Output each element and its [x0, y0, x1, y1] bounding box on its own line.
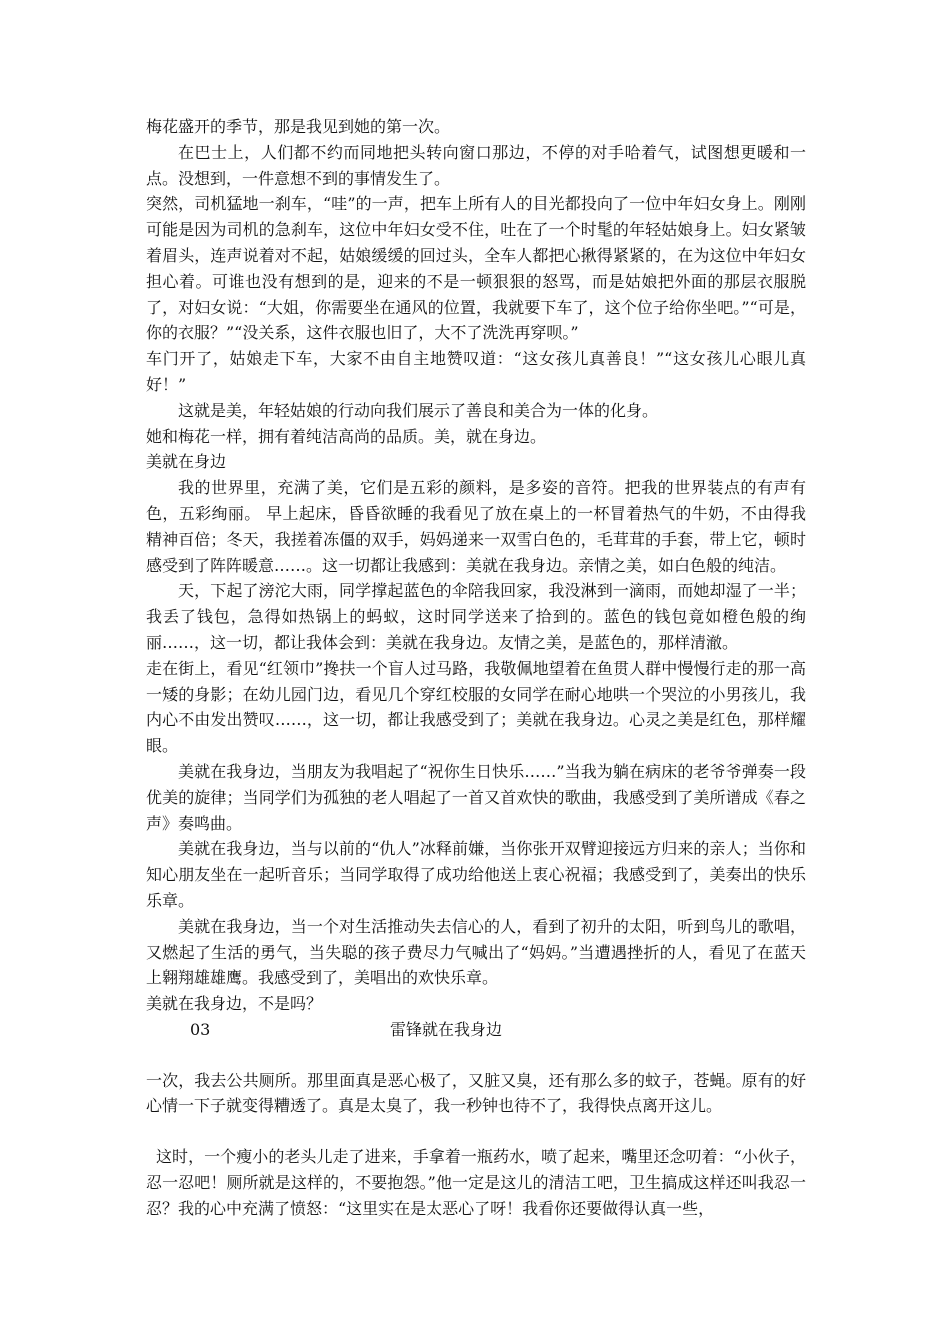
paragraph-4: 车门开了，姑娘走下车，大家不由自主地赞叹道：“这女孩儿真善良！”“这女孩儿心眼儿真好！” [146, 349, 806, 394]
section-subtitle: 美就在身边 [146, 452, 227, 472]
section-number: 03 [190, 1019, 211, 1039]
spacer [146, 1119, 806, 1144]
paragraph-12: 美就在我身边，当一个对生活推动失去信心的人，看到了初升的太阳，听到鸟儿的歌唱，又燃起了生活的勇气，当失聪的孩子费尽力气喊出了“妈妈。”当遭遇挫折的人，看见了在蓝天上翱翔雄雄鹰。我感受到了，美唱出的欢快乐章。 [146, 916, 806, 988]
spacer [146, 1043, 806, 1068]
paragraph-1: 梅花盛开的季节，那是我见到她的第一次。 [146, 117, 451, 136]
paragraph-8: 天，下起了滂沱大雨，同学撑起蓝色的伞陪我回家，我没淋到一滴雨，而她却湿了一半；我丢了钱包，急得如热锅上的蚂蚁，这时同学送来了拾到的。蓝色的钱包竟如橙色般的绚丽……，这一切，都让我体会到：美就在我身边。友情之美，是蓝色的，那样清澈。 [146, 581, 806, 652]
paragraph-2: 在巴士上，人们都不约而同地把头转向窗口那边，不停的对手哈着气，试图想更暖和一点。没想到，一件意想不到的事情发生了。 [146, 142, 806, 188]
section-heading [146, 1017, 806, 1043]
paragraph-3: 突然，司机猛地一刹车，“哇”的一声，把车上所有人的目光都投向了一位中年妇女身上。刚刚可能是因为司机的急刹车，这位中年妇女受不住，吐在了一个时髦的年轻姑娘身上。妇女紧皱着眉头，连声说着对不起，姑娘缓缓的回过头，全车人都把心揪得紧紧的，在为这位中年妇女担心着。可谁也没有想到的是，迎来的不是一顿狠狠的怒骂，而是姑娘把外面的那层衣服脱了，对妇女说：“大姐，你需要坐在通风的位置，我就要下车了，这个位子给你坐吧。”“可是，你的衣服？”“没关系，这件衣服也旧了，大不了洗洗再穿呗。” [146, 194, 806, 343]
paragraph-14: 一次，我去公共厕所。那里面真是恶心极了，又脏又臭，还有那么多的蚊子，苍蝇。原有的好心情一下子就变得糟透了。真是太臭了，我一秒钟也待不了，我得快点离开这儿。 [146, 1070, 806, 1116]
paragraph-13: 美就在我身边，不是吗？ [146, 994, 323, 1014]
paragraph-5: 这就是美，年轻姑娘的行动向我们展示了善良和美合为一体的化身。 [178, 400, 659, 420]
paragraph-6: 她和梅花一样，拥有着纯洁高尚的品质。美，就在身边。 [146, 426, 547, 446]
paragraph-7: 我的世界里，充满了美，它们是五彩的颜料，是多姿的音符。把我的世界装点的有声有色，五彩绚丽。 早上起床，昏昏欲睡的我看见了放在桌上的一杯冒着热气的牛奶，不由得我精神百倍；冬天，我搓着冻僵的双手，妈妈递来一双雪白色的，毛茸茸的手套，带上它，顿时感受到了阵阵暖意……。这一切都让我感到：美就在我身边。亲情之美，如白色般的纯洁。 [146, 478, 806, 575]
paragraph-11: 美就在我身边，当与以前的“仇人”冰释前嫌，当你张开双臂迎接远方归来的亲人；当你和知心朋友坐在一起听音乐；当同学取得了成功给他送上衷心祝福；我感受到了，美奏出的快乐乐章。 [146, 839, 806, 910]
paragraph-15: 这时，一个瘦小的老头儿走了进来，手拿着一瓶药水，喷了起来，嘴里还念叨着：“小伙子，忍一忍吧！厕所就是这样的，不要抱怨。”他一定是这儿的清洁工吧，卫生搞成这样还叫我忍一忍？我的心中充满了愤怒：“这里实在是太恶心了呀！我看你还要做得认真一些， [146, 1147, 806, 1218]
section-title: 雷锋就在我身边 [390, 1019, 503, 1039]
document-page [146, 114, 806, 1222]
paragraph-10: 美就在我身边，当朋友为我唱起了“祝你生日快乐……”当我为躺在病床的老爷爷弹奏一段优美的旋律；当同学们为孤独的老人唱起了一首又首欢快的歌曲，我感受到了美所谱成《春之声》奏鸣曲。 [146, 761, 806, 833]
paragraph-9: 走在街上，看见“红领巾”搀扶一个盲人过马路，我敬佩地望着在鱼贯人群中慢慢行走的那一高一矮的身影；在幼儿园门边，看见几个穿红校服的女同学在耐心地哄一个哭泣的小男孩儿，我内心不由发出赞叹……，这一切，都让我感受到了；美就在我身边。心灵之美是红色，那样耀眼。 [146, 658, 806, 756]
